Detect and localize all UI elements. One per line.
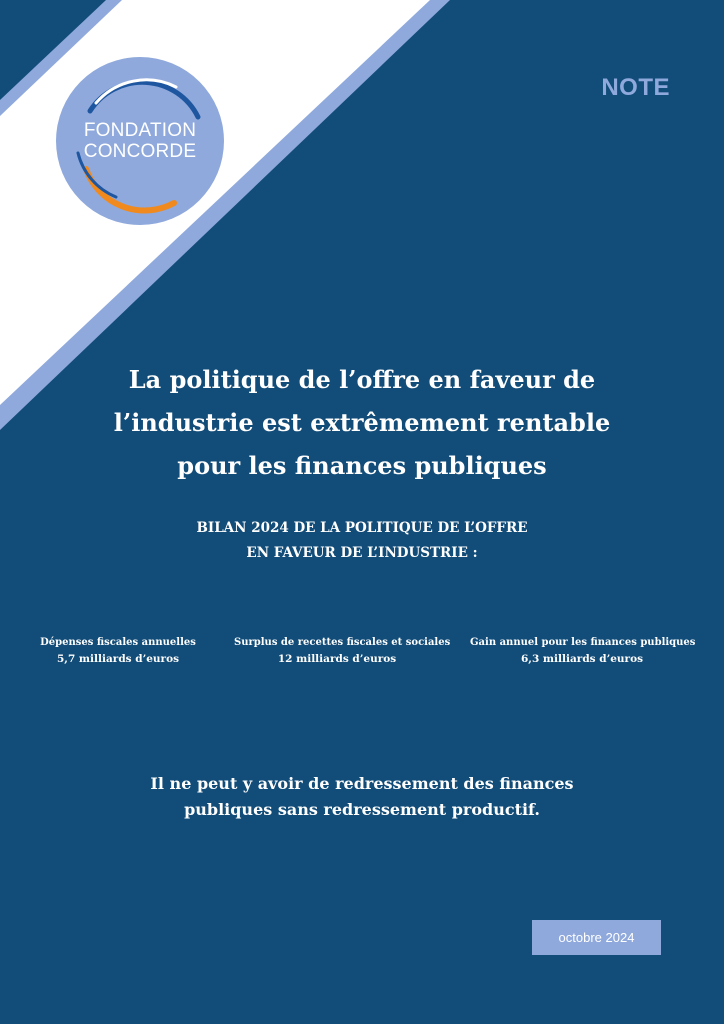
bilan-heading: [62, 516, 662, 566]
fondation-concorde-logo: [56, 57, 224, 225]
date-badge: octobre 2024: [532, 920, 661, 955]
stat-gain-annuel: [470, 634, 694, 668]
stat-depenses-fiscales: [36, 634, 200, 668]
note-label: NOTE: [601, 74, 670, 101]
stat-label: Dépenses fiscales annuelles: [40, 637, 196, 648]
stat-label: Gain annuel pour les finances publiques: [470, 637, 696, 648]
stat-surplus-recettes: [234, 634, 451, 668]
stat-label: Surplus de recettes fiscales et sociales: [234, 637, 451, 648]
stat-value: 5,7 milliards d’euros: [57, 653, 179, 665]
stat-value: 12 milliards d’euros: [277, 653, 397, 665]
bilan-line-2: EN FAVEUR DE L’INDUSTRIE :: [246, 545, 478, 561]
title-line-1: La politique de l’offre en faveur de: [128, 365, 596, 394]
conclusion-line-2: publiques sans redressement productif.: [184, 800, 540, 819]
bilan-line-1: BILAN 2024 DE LA POLITIQUE DE L’OFFRE: [196, 520, 528, 536]
logo-wordmark: [56, 120, 224, 162]
stat-value: 6,3 milliards d’euros: [521, 653, 643, 665]
logo-line-2: CONCORDE: [83, 141, 197, 162]
title-line-3: pour les finances publiques: [177, 451, 547, 480]
conclusion-line-1: Il ne peut y avoir de redressement des finances: [150, 774, 574, 793]
main-title: [62, 358, 662, 487]
title-line-2: l’industrie est extrêmement rentable: [113, 408, 611, 437]
logo-line-1: FONDATION: [83, 120, 197, 141]
conclusion-text: [62, 771, 662, 823]
